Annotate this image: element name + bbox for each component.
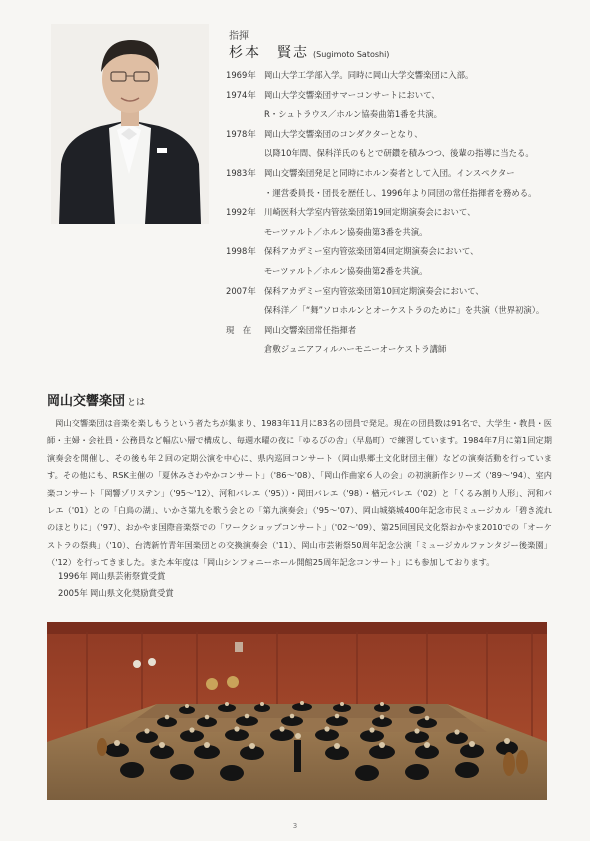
career-text: 岡山交響楽団発足と同時にホルン奏者として入団。インスペクター bbox=[264, 167, 515, 178]
career-row bbox=[226, 66, 556, 86]
career-text: 保科アカデミー室内管弦楽団第4回定期演奏会において、 bbox=[264, 246, 479, 257]
conductor-role: 指揮 bbox=[229, 31, 249, 42]
conductor-name-romaji: (Sugimoto Satoshi) bbox=[313, 50, 390, 59]
career-text: 倉敷ジュニアフィルハーモニーオーケストラ講師 bbox=[264, 344, 447, 355]
career-year bbox=[226, 301, 264, 321]
career-row bbox=[226, 282, 556, 302]
career-row bbox=[226, 105, 556, 125]
conductor-name bbox=[229, 42, 389, 62]
career-row bbox=[226, 144, 556, 164]
career-text: モーツァルト／ホルン協奏曲第2番を共演。 bbox=[264, 265, 428, 276]
career-text: 岡山大学交響楽団のコンダクターとなり、 bbox=[264, 128, 423, 139]
career-text: 以降10年間、保科洋氏のもとで研鑽を積みつつ、後輩の指導に当たる。 bbox=[264, 148, 534, 159]
career-row bbox=[226, 223, 556, 243]
award-year: 1996年 bbox=[58, 571, 88, 581]
career-text: ・運営委員長・団長を歴任し、1996年より同団の常任指揮者を務める。 bbox=[264, 187, 537, 198]
career-year: 現 在 bbox=[226, 324, 252, 335]
career-row bbox=[226, 242, 556, 262]
award-text: 岡山県芸術祭賞受賞 bbox=[90, 571, 166, 581]
career-year bbox=[226, 340, 264, 360]
career-row bbox=[226, 125, 556, 145]
career-row bbox=[226, 86, 556, 106]
career-year bbox=[226, 144, 264, 164]
career-row bbox=[226, 301, 556, 321]
career-year: 1974年 bbox=[226, 89, 256, 100]
page-number: 3 bbox=[292, 822, 298, 830]
career-year bbox=[226, 262, 264, 282]
career-row bbox=[226, 340, 556, 360]
orchestra-section-title bbox=[47, 390, 145, 409]
career-text: 保科アカデミー室内管弦楽団第10回定期演奏会において、 bbox=[264, 285, 484, 296]
conductor-career bbox=[226, 66, 556, 360]
career-year: 2007年 bbox=[226, 285, 256, 296]
career-row bbox=[226, 184, 556, 204]
award-item bbox=[58, 568, 174, 585]
conductor-photo bbox=[51, 24, 209, 224]
career-year: 1992年 bbox=[226, 207, 256, 218]
career-text: 岡山交響楽団常任指揮者 bbox=[264, 324, 357, 335]
orchestra-awards bbox=[58, 568, 174, 602]
career-row bbox=[226, 203, 556, 223]
award-text: 岡山県文化奨励賞受賞 bbox=[90, 588, 174, 598]
career-year: 1983年 bbox=[226, 167, 256, 178]
career-text: 岡山大学工学部入学。同時に岡山大学交響楽団に入部。 bbox=[264, 70, 474, 80]
career-row bbox=[226, 262, 556, 282]
orchestra-photo bbox=[47, 622, 547, 800]
career-text: モーツァルト／ホルン協奏曲第3番を共演。 bbox=[264, 226, 428, 237]
conductor-name-kanji: 杉本 賢志 bbox=[229, 45, 309, 61]
career-year bbox=[226, 105, 264, 125]
career-text: 川崎医科大学室内管弦楽団第19回定期演奏会において、 bbox=[264, 207, 476, 218]
career-text: 保科洋／「“舞”ソロホルンとオーケストラのために」を共演（世界初演）。 bbox=[264, 305, 545, 316]
orchestra-description: 岡山交響楽団は音楽を楽しもうという者たちが集まり、1983年11月に83名の団員で発足。現在の団員数は91名で、大学生・教員・医師・主婦・会社員・公務員など幅広い層で構成し、毎週水曜の夜に「ゆるびの舎」（早島町）で練習しています。1984年7月に第1回定期演奏会を開催し、その後も年２回の定期公演を中心に、県内巡回コンサート（岡山県郷土文化財団主催）などの演奏活動を行っています。その他にも、RSK主催の「夏休みさわやかコンサート」（'86〜'08）、「岡山作曲家６人の会」の初演新作シリーズ（'89〜'94）、室内楽コンサート「岡響ゾリステン」（'95〜'12）、河和バレエ（'95））・岡田バレエ（'98）・楢元バレエ（'02）と「くるみ割り人形」、河和バレエ（'01）との「白鳥の湖」、いかさ第九を歌う会との「第九演奏会」（'95〜'07）、岡山城築城400年記念市民ミュージカル「碧き流れのほとりに」（'97）、おかやま国際音楽祭での「ワークショップコンサート」（'02〜'09）、第25回国民文化祭おかやま2010での「オーケストラの祭典」（'10）、台湾新竹青年国楽団との交換演奏会（'11）、岡山市芸術祭50周年記念公演「ミュージカルファンタジー後楽園」（'12）を行ってきました。また本年度は「岡山シンフォニーホール開館25周年記念コンサート」にも参加しております。 bbox=[47, 418, 552, 568]
orchestra-title: 岡山交響楽団 bbox=[47, 394, 126, 409]
career-text: R・シュトラウス／ホルン協奏曲第1番を共演。 bbox=[264, 109, 443, 120]
award-item bbox=[58, 585, 174, 602]
career-year bbox=[226, 223, 264, 243]
career-row bbox=[226, 321, 556, 341]
career-year: 1969年 bbox=[226, 70, 256, 80]
career-year: 1998年 bbox=[226, 246, 256, 257]
career-year bbox=[226, 184, 264, 204]
career-year: 1978年 bbox=[226, 128, 256, 139]
career-row bbox=[226, 164, 556, 184]
award-year: 2005年 bbox=[58, 588, 88, 598]
orchestra-title-suffix: とは bbox=[127, 398, 146, 408]
career-text: 岡山大学交響楽団サマーコンサートにおいて、 bbox=[264, 89, 440, 100]
